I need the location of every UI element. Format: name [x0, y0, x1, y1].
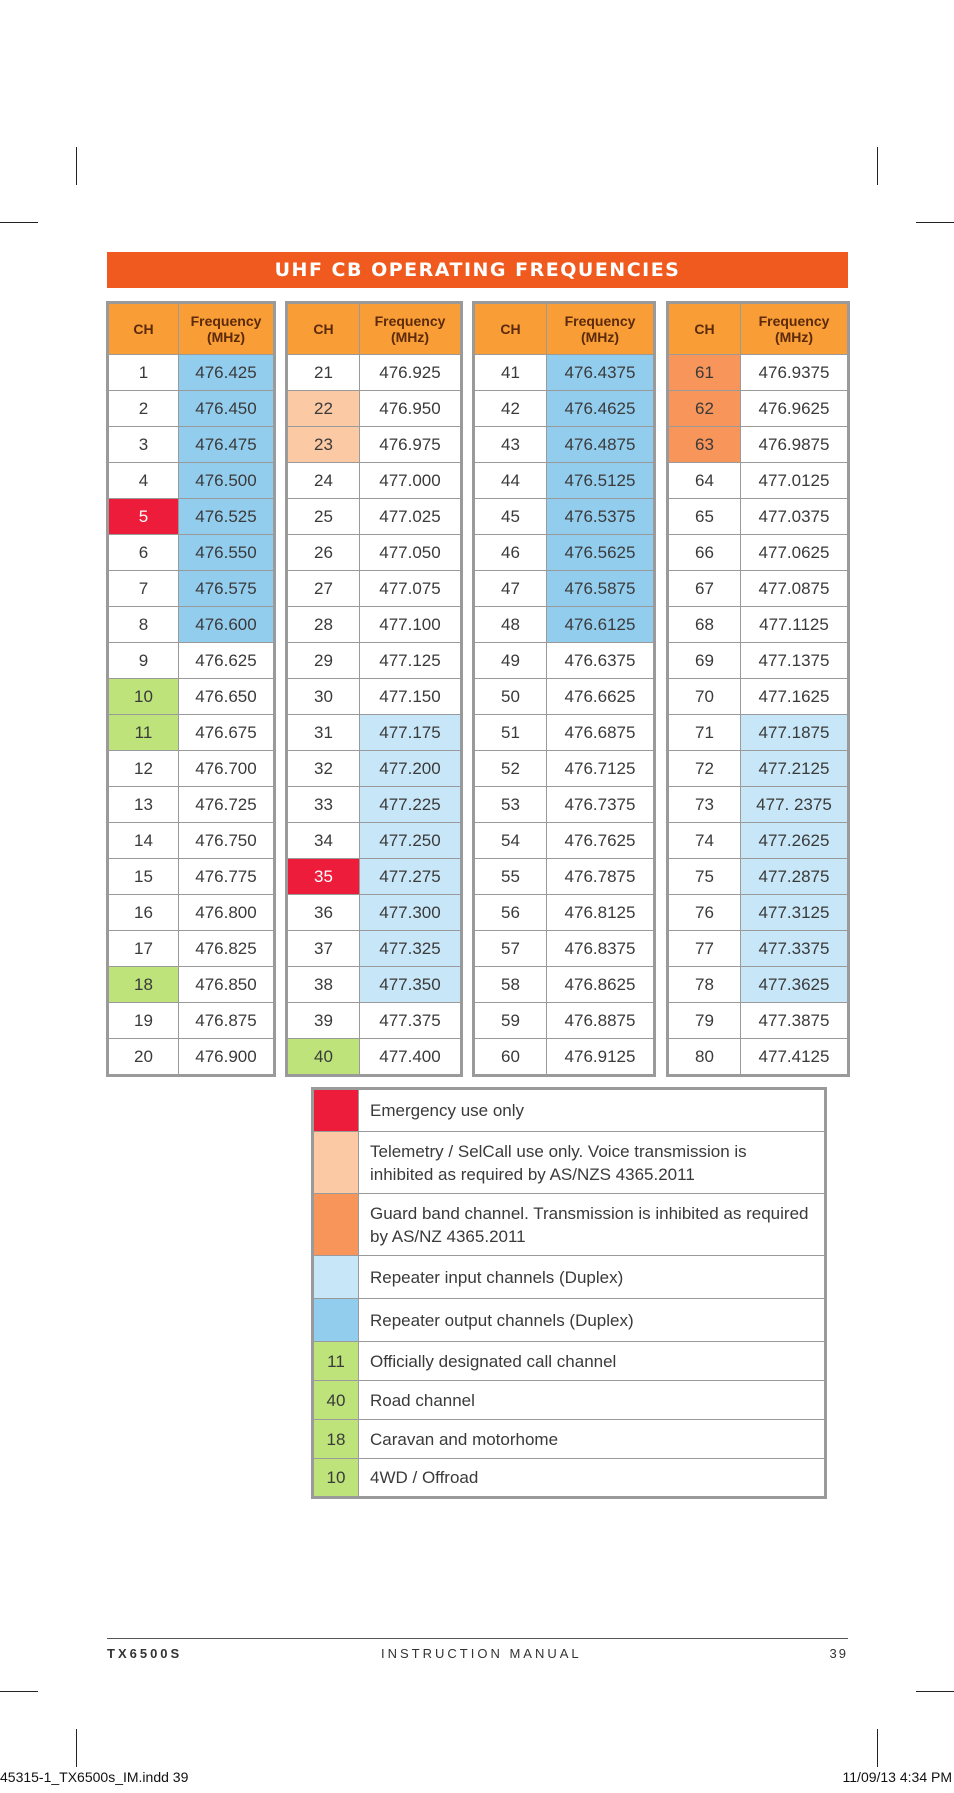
table-row	[668, 787, 849, 823]
frequency-cell: 477.3125	[741, 895, 849, 931]
frequency-cell: 477.3625	[741, 967, 849, 1003]
legend-swatch: 10	[313, 1459, 359, 1498]
table-row	[287, 427, 462, 463]
crop-mark	[76, 147, 77, 185]
frequency-header: Frequency (MHz)	[360, 303, 462, 355]
crop-mark	[0, 222, 38, 223]
table-row	[474, 643, 655, 679]
frequency-cell: 476.775	[179, 859, 275, 895]
frequency-cell: 476.675	[179, 715, 275, 751]
channel-cell: 46	[474, 535, 547, 571]
channel-cell: 59	[474, 1003, 547, 1039]
channel-cell: 5	[108, 499, 179, 535]
legend-item	[313, 1089, 826, 1132]
channel-cell: 62	[668, 391, 741, 427]
frequency-cell: 476.9125	[547, 1039, 655, 1076]
legend-description: Road channel	[359, 1381, 826, 1420]
channel-cell: 9	[108, 643, 179, 679]
table-row	[668, 535, 849, 571]
table-row	[474, 571, 655, 607]
channel-cell: 76	[668, 895, 741, 931]
table-row	[474, 535, 655, 571]
channel-cell: 15	[108, 859, 179, 895]
channel-cell: 64	[668, 463, 741, 499]
frequency-cell: 476.8375	[547, 931, 655, 967]
table-row	[108, 931, 275, 967]
frequency-cell: 476.600	[179, 607, 275, 643]
channel-cell: 38	[287, 967, 360, 1003]
channel-cell: 4	[108, 463, 179, 499]
frequency-cell: 476.7375	[547, 787, 655, 823]
legend-description: Emergency use only	[359, 1089, 826, 1132]
table-row	[668, 1003, 849, 1039]
channel-cell: 31	[287, 715, 360, 751]
frequency-cell: 476.4375	[547, 355, 655, 391]
table-row	[668, 427, 849, 463]
crop-mark	[877, 147, 878, 185]
channel-cell: 22	[287, 391, 360, 427]
channel-cell: 26	[287, 535, 360, 571]
frequency-cell: 476.8625	[547, 967, 655, 1003]
frequency-cell: 476.5375	[547, 499, 655, 535]
table-row	[108, 607, 275, 643]
crop-mark	[0, 1691, 38, 1692]
channel-cell: 35	[287, 859, 360, 895]
table-row	[474, 607, 655, 643]
channel-cell: 8	[108, 607, 179, 643]
frequency-cell: 477.3375	[741, 931, 849, 967]
frequency-cell: 476.625	[179, 643, 275, 679]
channel-cell: 55	[474, 859, 547, 895]
frequency-header: Frequency (MHz)	[179, 303, 275, 355]
frequency-cell: 476.5125	[547, 463, 655, 499]
table-row	[287, 859, 462, 895]
frequency-cell: 476.9875	[741, 427, 849, 463]
channel-cell: 3	[108, 427, 179, 463]
frequency-cell: 477.0875	[741, 571, 849, 607]
table-row	[108, 715, 275, 751]
frequency-cell: 476.6375	[547, 643, 655, 679]
frequency-cell: 476.550	[179, 535, 275, 571]
channel-cell: 17	[108, 931, 179, 967]
channel-cell: 79	[668, 1003, 741, 1039]
frequency-cell: 477.400	[360, 1039, 462, 1076]
frequency-cell: 476.950	[360, 391, 462, 427]
channel-cell: 34	[287, 823, 360, 859]
frequency-cell: 476.500	[179, 463, 275, 499]
channel-cell: 42	[474, 391, 547, 427]
table-row	[668, 895, 849, 931]
table-row	[668, 1039, 849, 1076]
frequency-cell: 477.1375	[741, 643, 849, 679]
legend-description: Repeater input channels (Duplex)	[359, 1256, 826, 1299]
frequency-cell: 477.125	[360, 643, 462, 679]
legend-description: Guard band channel. Transmission is inhibited as required by AS/NZ 4365.2011	[359, 1194, 826, 1256]
frequency-cell: 477.075	[360, 571, 462, 607]
frequency-cell: 476.525	[179, 499, 275, 535]
channel-cell: 60	[474, 1039, 547, 1076]
frequency-cell: 476.6875	[547, 715, 655, 751]
channel-cell: 71	[668, 715, 741, 751]
table-row	[474, 391, 655, 427]
legend-item	[313, 1256, 826, 1299]
legend-table	[311, 1087, 827, 1499]
frequency-cell: 477.300	[360, 895, 462, 931]
channel-cell: 63	[668, 427, 741, 463]
channel-cell: 33	[287, 787, 360, 823]
channel-cell: 65	[668, 499, 741, 535]
table-row	[474, 931, 655, 967]
channel-cell: 23	[287, 427, 360, 463]
frequency-table-4	[666, 301, 850, 1077]
table-row	[474, 751, 655, 787]
table-row	[474, 967, 655, 1003]
channel-cell: 24	[287, 463, 360, 499]
channel-cell: 51	[474, 715, 547, 751]
page-title: UHF CB OPERATING FREQUENCIES	[107, 252, 848, 288]
frequency-cell: 477.2625	[741, 823, 849, 859]
frequency-cell: 476.8875	[547, 1003, 655, 1039]
table-row	[108, 427, 275, 463]
legend-swatch	[313, 1194, 359, 1256]
table-row	[474, 463, 655, 499]
table-row	[668, 355, 849, 391]
frequency-cell: 476.4625	[547, 391, 655, 427]
frequency-cell: 477.350	[360, 967, 462, 1003]
channel-cell: 72	[668, 751, 741, 787]
frequency-cell: 476.6625	[547, 679, 655, 715]
legend-item	[313, 1299, 826, 1342]
table-row	[108, 859, 275, 895]
frequency-cell: 477.4125	[741, 1039, 849, 1076]
channel-cell: 37	[287, 931, 360, 967]
frequency-cell: 476.850	[179, 967, 275, 1003]
channel-cell: 40	[287, 1039, 360, 1076]
frequency-cell: 477.1625	[741, 679, 849, 715]
channel-cell: 61	[668, 355, 741, 391]
channel-cell: 53	[474, 787, 547, 823]
crop-mark	[916, 1691, 954, 1692]
frequency-table-3	[472, 301, 656, 1077]
channel-cell: 54	[474, 823, 547, 859]
channel-cell: 41	[474, 355, 547, 391]
channel-cell: 32	[287, 751, 360, 787]
table-row	[287, 571, 462, 607]
legend-swatch	[313, 1132, 359, 1194]
channel-cell: 52	[474, 751, 547, 787]
table-row	[668, 571, 849, 607]
frequency-cell: 476.725	[179, 787, 275, 823]
frequency-cell: 477.050	[360, 535, 462, 571]
frequency-cell: 476.700	[179, 751, 275, 787]
table-row	[668, 463, 849, 499]
legend-item	[313, 1381, 826, 1420]
frequency-cell: 476.7625	[547, 823, 655, 859]
crop-mark	[76, 1729, 77, 1767]
frequency-cell: 476.825	[179, 931, 275, 967]
channel-cell: 66	[668, 535, 741, 571]
frequency-cell: 477.175	[360, 715, 462, 751]
table-row	[108, 535, 275, 571]
legend-description: Officially designated call channel	[359, 1342, 826, 1381]
table-row	[474, 427, 655, 463]
frequency-cell: 477.200	[360, 751, 462, 787]
table-row	[287, 463, 462, 499]
table-row	[474, 895, 655, 931]
channel-cell: 69	[668, 643, 741, 679]
table-row	[108, 355, 275, 391]
legend-item	[313, 1132, 826, 1194]
table-row	[474, 1003, 655, 1039]
channel-cell: 78	[668, 967, 741, 1003]
channel-cell: 18	[108, 967, 179, 1003]
channel-cell: 7	[108, 571, 179, 607]
table-row	[108, 391, 275, 427]
legend-swatch	[313, 1299, 359, 1342]
legend-description: Telemetry / SelCall use only. Voice transmission is inhibited as required by AS/NZS 4365.2011	[359, 1132, 826, 1194]
table-row	[287, 823, 462, 859]
table-row	[287, 787, 462, 823]
crop-mark	[877, 1729, 878, 1767]
table-row	[287, 895, 462, 931]
legend-description: Caravan and motorhome	[359, 1420, 826, 1459]
frequency-cell: 477.000	[360, 463, 462, 499]
channel-cell: 13	[108, 787, 179, 823]
channel-cell: 25	[287, 499, 360, 535]
frequency-cell: 476.6125	[547, 607, 655, 643]
table-row	[108, 499, 275, 535]
table-row	[474, 787, 655, 823]
channel-cell: 70	[668, 679, 741, 715]
frequency-cell: 477.250	[360, 823, 462, 859]
table-row	[287, 643, 462, 679]
frequency-cell: 477.0625	[741, 535, 849, 571]
legend-swatch: 40	[313, 1381, 359, 1420]
channel-cell: 27	[287, 571, 360, 607]
channel-cell: 75	[668, 859, 741, 895]
frequency-header: Frequency (MHz)	[547, 303, 655, 355]
legend-swatch	[313, 1089, 359, 1132]
channel-cell: 44	[474, 463, 547, 499]
channel-cell: 21	[287, 355, 360, 391]
frequency-cell: 476.650	[179, 679, 275, 715]
frequency-cell: 477.1875	[741, 715, 849, 751]
table-row	[287, 499, 462, 535]
frequency-cell: 477.2875	[741, 859, 849, 895]
frequency-cell: 477.0375	[741, 499, 849, 535]
table-row	[668, 643, 849, 679]
channel-cell: 29	[287, 643, 360, 679]
frequency-cell: 477.325	[360, 931, 462, 967]
table-row	[668, 391, 849, 427]
footer-rule	[107, 1638, 848, 1639]
table-row	[668, 859, 849, 895]
channel-cell: 57	[474, 931, 547, 967]
channel-cell: 48	[474, 607, 547, 643]
frequency-cell: 476.575	[179, 571, 275, 607]
table-row	[108, 967, 275, 1003]
slug-date: 11/09/13 4:34 PM	[842, 1769, 952, 1785]
channel-cell: 36	[287, 895, 360, 931]
channel-cell: 14	[108, 823, 179, 859]
frequency-cell: 476.925	[360, 355, 462, 391]
frequency-cell: 476.425	[179, 355, 275, 391]
channel-cell: 56	[474, 895, 547, 931]
table-row	[287, 1003, 462, 1039]
frequency-cell: 476.5875	[547, 571, 655, 607]
ch-header: CH	[668, 303, 741, 355]
channel-cell: 20	[108, 1039, 179, 1076]
footer-page-number: 39	[829, 1646, 848, 1661]
channel-cell: 47	[474, 571, 547, 607]
legend-item	[313, 1420, 826, 1459]
channel-cell: 10	[108, 679, 179, 715]
table-row	[287, 607, 462, 643]
table-row	[668, 751, 849, 787]
channel-cell: 19	[108, 1003, 179, 1039]
frequency-cell: 477.100	[360, 607, 462, 643]
table-row	[108, 1003, 275, 1039]
frequency-cell: 477.2125	[741, 751, 849, 787]
channel-cell: 12	[108, 751, 179, 787]
frequency-table-1	[106, 301, 276, 1077]
ch-header: CH	[108, 303, 179, 355]
frequency-cell: 476.7875	[547, 859, 655, 895]
channel-cell: 43	[474, 427, 547, 463]
frequency-cell: 476.475	[179, 427, 275, 463]
table-row	[108, 787, 275, 823]
table-row	[108, 679, 275, 715]
footer-section: INSTRUCTION MANUAL	[381, 1646, 582, 1661]
channel-cell: 50	[474, 679, 547, 715]
channel-cell: 2	[108, 391, 179, 427]
frequency-cell: 476.5625	[547, 535, 655, 571]
frequency-cell: 476.750	[179, 823, 275, 859]
frequency-cell: 476.450	[179, 391, 275, 427]
table-row	[287, 679, 462, 715]
table-row	[474, 499, 655, 535]
legend-description: 4WD / Offroad	[359, 1459, 826, 1498]
footer-model: TX6500S	[107, 1646, 183, 1661]
legend-swatch: 11	[313, 1342, 359, 1381]
crop-mark	[916, 222, 954, 223]
frequency-cell: 476.9625	[741, 391, 849, 427]
channel-cell: 80	[668, 1039, 741, 1076]
table-row	[668, 679, 849, 715]
table-row	[474, 715, 655, 751]
frequency-cell: 477. 2375	[741, 787, 849, 823]
ch-header: CH	[287, 303, 360, 355]
legend-item	[313, 1459, 826, 1498]
table-row	[287, 391, 462, 427]
channel-cell: 77	[668, 931, 741, 967]
table-row	[108, 895, 275, 931]
frequency-cell: 477.025	[360, 499, 462, 535]
table-row	[287, 1039, 462, 1076]
channel-cell: 73	[668, 787, 741, 823]
channel-cell: 28	[287, 607, 360, 643]
channel-cell: 68	[668, 607, 741, 643]
frequency-cell: 477.375	[360, 1003, 462, 1039]
frequency-cell: 476.900	[179, 1039, 275, 1076]
channel-cell: 1	[108, 355, 179, 391]
channel-cell: 16	[108, 895, 179, 931]
table-row	[287, 967, 462, 1003]
legend-swatch	[313, 1256, 359, 1299]
frequency-cell: 476.800	[179, 895, 275, 931]
frequency-cell: 477.0125	[741, 463, 849, 499]
table-row	[108, 751, 275, 787]
table-row	[108, 643, 275, 679]
table-row	[668, 499, 849, 535]
frequency-cell: 476.7125	[547, 751, 655, 787]
frequency-cell: 476.875	[179, 1003, 275, 1039]
frequency-cell: 477.275	[360, 859, 462, 895]
frequency-cell: 476.9375	[741, 355, 849, 391]
frequency-cell: 476.975	[360, 427, 462, 463]
table-row	[474, 823, 655, 859]
table-row	[668, 967, 849, 1003]
channel-cell: 45	[474, 499, 547, 535]
table-row	[108, 463, 275, 499]
table-row	[287, 715, 462, 751]
table-row	[668, 931, 849, 967]
channel-cell: 30	[287, 679, 360, 715]
legend-item	[313, 1194, 826, 1256]
channel-cell: 39	[287, 1003, 360, 1039]
table-row	[108, 823, 275, 859]
frequency-cell: 477.150	[360, 679, 462, 715]
channel-cell: 58	[474, 967, 547, 1003]
legend-swatch: 18	[313, 1420, 359, 1459]
slug-filename: 45315-1_TX6500s_IM.indd 39	[0, 1769, 189, 1785]
channel-cell: 11	[108, 715, 179, 751]
table-row	[668, 823, 849, 859]
legend-description: Repeater output channels (Duplex)	[359, 1299, 826, 1342]
table-row	[474, 679, 655, 715]
ch-header: CH	[474, 303, 547, 355]
frequency-cell: 476.8125	[547, 895, 655, 931]
table-row	[668, 715, 849, 751]
channel-cell: 67	[668, 571, 741, 607]
table-row	[287, 355, 462, 391]
frequency-cell: 477.225	[360, 787, 462, 823]
table-row	[474, 1039, 655, 1076]
channel-cell: 6	[108, 535, 179, 571]
channel-cell: 49	[474, 643, 547, 679]
frequency-cell: 477.1125	[741, 607, 849, 643]
frequency-header: Frequency (MHz)	[741, 303, 849, 355]
frequency-cell: 476.4875	[547, 427, 655, 463]
table-row	[287, 931, 462, 967]
frequency-cell: 477.3875	[741, 1003, 849, 1039]
table-row	[474, 355, 655, 391]
table-row	[108, 1039, 275, 1076]
channel-cell: 74	[668, 823, 741, 859]
table-row	[287, 751, 462, 787]
legend-item	[313, 1342, 826, 1381]
table-row	[287, 535, 462, 571]
table-row	[108, 571, 275, 607]
table-row	[668, 607, 849, 643]
frequency-table-2	[285, 301, 463, 1077]
table-row	[474, 859, 655, 895]
